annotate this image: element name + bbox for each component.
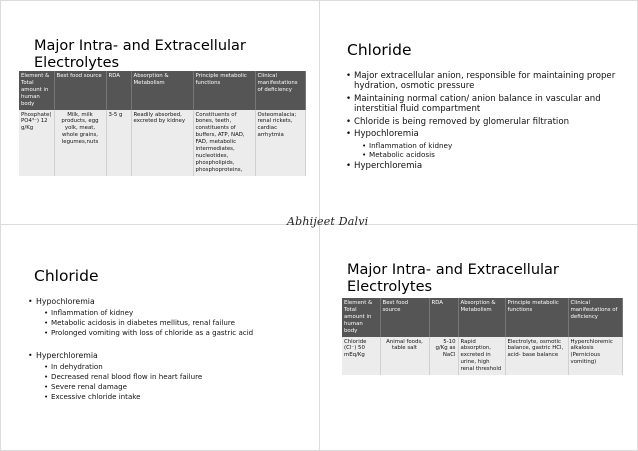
header-food-source: Best food source — [54, 71, 106, 110]
sub-list-item: • Severe renal damage — [44, 382, 313, 392]
cell-functions: Electrolyte, osmotic balance, gastric HCl, acid- base balance — [505, 337, 568, 376]
sub-list-item: • Metabolic acidosis in diabetes mellitus, renal failure — [44, 318, 313, 328]
list-item — [346, 117, 631, 127]
slide-title-line-1: Major Intra- and Extracellular — [34, 38, 246, 54]
header-rda: RDA — [429, 298, 458, 337]
sub-list-item: • Inflammation of kidney — [44, 308, 313, 318]
hypochloremia-list — [28, 297, 313, 338]
slide-title-line-1: Major Intra- and Extracellular — [347, 262, 559, 278]
sub-list-item: • Excessive chloride intake — [44, 392, 313, 402]
cell-element: Phosphate( PO4³⁻) 12 g/Kg — [19, 110, 54, 176]
list-item — [346, 161, 631, 171]
chloride-bullet-list — [346, 71, 631, 173]
header-rda: RDA — [106, 71, 131, 110]
bullet-text: Maintaining normal cation/ anion balance in vascular and interstitial fluid compartment — [354, 93, 601, 115]
electrolyte-table — [342, 298, 623, 375]
sub-list-item: • In dehydration — [44, 362, 313, 372]
header-functions: Principle metabolic functions — [193, 71, 255, 110]
slide-electrolytes-chloride — [319, 224, 638, 451]
list-item — [346, 94, 631, 115]
sub-list-item: • Metabolic acidosis — [362, 150, 631, 159]
table-header-row — [342, 298, 622, 337]
bullet-text: Hypochloremia — [36, 297, 95, 306]
slide-title-line-2: Electrolytes — [347, 278, 433, 295]
slide-chloride-disorders — [0, 224, 320, 451]
cell-absorption: Rapid absorption, excreted in urine, high renal threshold — [458, 337, 505, 376]
cell-deficiency: Hyperchloremic alkalosis (Pernicious vomiting) — [568, 337, 622, 376]
bullet-text: Chloride is being removed by glomerular filtration — [354, 116, 570, 127]
bullet-text: Hyperchloremia — [36, 351, 98, 360]
table-row — [19, 110, 305, 176]
bullet-text: Hypochloremia — [354, 129, 419, 140]
slide-title — [347, 262, 617, 295]
cell-deficiency: Osteomalacia; renal rickets, cardiac arrhytmia — [255, 110, 305, 176]
header-deficiency: Clinical manifestations of deficiency — [255, 71, 305, 110]
electrolyte-table — [19, 71, 306, 176]
slide-chloride-overview — [319, 0, 638, 225]
cell-food-source: Animal foods, table salt — [380, 337, 429, 376]
header-element: Element & Total amount in human body — [342, 298, 380, 337]
header-absorption: Absorption & Metabolism — [131, 71, 193, 110]
list-item — [28, 297, 313, 338]
list-item — [28, 351, 313, 402]
slide-title — [34, 38, 304, 71]
table-header-row — [19, 71, 305, 110]
sub-list-item: • Decreased renal blood flow in heart failure — [44, 372, 313, 382]
list-item — [346, 129, 631, 158]
hypochloremia-sub-list — [44, 308, 313, 338]
hyperchloremia-sub-list — [44, 362, 313, 402]
header-absorption: Absorption & Metabolism — [458, 298, 505, 337]
hypochloremia-sub-list — [362, 141, 631, 159]
cell-absorption: Readily absorbed, excreted by kidney — [131, 110, 193, 176]
cell-rda: 3-5 g — [106, 110, 131, 176]
list-item — [346, 71, 631, 92]
slide-title: Chloride — [34, 267, 99, 285]
slide-title: Chloride — [347, 41, 412, 59]
table-row — [342, 337, 622, 376]
bullet-text: Hyperchloremia — [354, 160, 423, 171]
cell-food-source: Milk, milk products, egg yolk, meat, whole grains, legumes,nuts — [54, 110, 106, 176]
header-element: Element & Total amount in human body — [19, 71, 54, 110]
hyperchloremia-list — [28, 351, 313, 402]
header-food-source: Best food source — [380, 298, 429, 337]
author-signature: Abhijeet Dalvi — [287, 215, 369, 228]
bullet-text: Major extracellular anion, responsible for maintaining proper hydration, osmotic pressure — [354, 71, 616, 92]
sub-list-item: • Prolonged vomiting with loss of chloride as a gastric acid — [44, 328, 313, 338]
header-deficiency: Clinical manifestations of deficiency — [568, 298, 622, 337]
slide-electrolytes-phosphate — [0, 0, 320, 225]
slide-title-line-2: Electrolytes — [34, 54, 120, 71]
header-functions: Principle metabolic functions — [505, 298, 568, 337]
cell-rda: 5-10 g/Kg as NaCl — [429, 337, 458, 376]
sub-list-item: • Inflammation of kidney — [362, 141, 631, 150]
cell-functions: Constituents of bones, teeth, constituents of buffers, ATP, NAD, FAD, metabolic intermediates, nucleotides, phospholipids, phosphoproteins, — [193, 110, 255, 176]
cell-element: Chloride (Cl⁻) 50 mEq/Kg — [342, 337, 380, 376]
